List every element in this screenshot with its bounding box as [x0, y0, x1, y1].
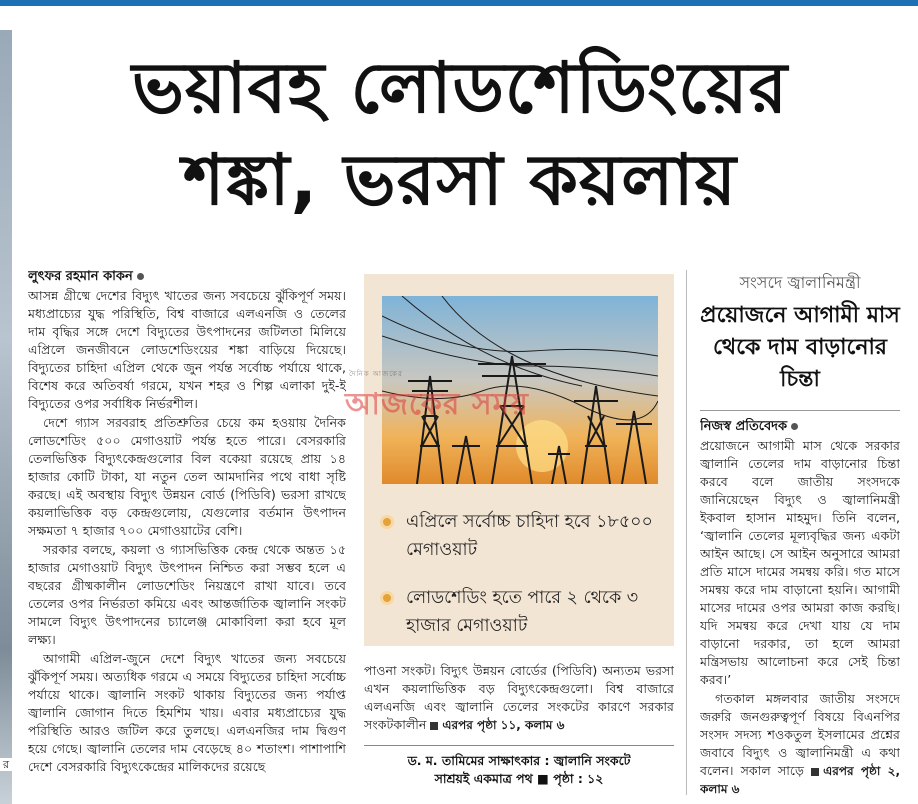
- headline-line-1: ভয়াবহ লোডশেডিংয়ের: [131, 47, 789, 129]
- column-divider: [686, 270, 687, 795]
- bullet-icon: [380, 591, 394, 605]
- interview-line-1: ড. ম. তামিমের সাক্ষাৎকার : জ্বালানি সংকটে: [407, 753, 631, 768]
- watermark-logo: [345, 370, 529, 431]
- edge-text: র: [0, 758, 12, 771]
- right-byline: নিজস্ব প্রতিবেদক: [700, 418, 900, 436]
- watermark-small-text: দৈনিক আজকের: [349, 370, 403, 378]
- headline-line-2: শঙ্কা, ভরসা কয়লায়: [183, 139, 737, 221]
- main-headline: [20, 42, 900, 226]
- right-paragraph-1: প্রয়োজনে আগামী মাস থেকে সরকার জ্বালানি তেলের দাম বাড়ানোর চিন্তা করবে বলে জাতীয় সংসদকে জানিয়েছেন বিদ্যুৎ ও জ্বালানিমন্ত্রী ইকবাল হাসান মাহমুদ। তিনি বলেন, ‘জ্বালানি তেলের মূল্যবৃদ্ধির জন্য একটা আইন আছে। সে আইন অনুসারে আমরা প্রতি মাসে দামের সমন্বয় করি। গত মাসে সমন্বয় করে দাম বাড়ানো হয়নি। আগামী মাসের দামের ওপর আমরা কাজ করছি। যদি সমন্বয় করে দেখা যায় যে দাম বাড়ানো দরকার, তা হলে আমরা মন্ত্রিসভায় আলোচনা করে সেই চিন্তা করব।’: [700, 438, 900, 687]
- top-color-bar: [0, 0, 918, 6]
- highlight-text-2: লোডশেডিং হতে পারে ২ থেকে ৩ হাজার মেগাওয়াট: [406, 588, 639, 636]
- middle-divider: [364, 745, 674, 746]
- left-paragraph-3: সরকার বলছে, কয়লা ও গ্যাসভিত্তিক কেন্দ্র থেকে অন্তত ১৫ হাজার মেগাওয়াট বিদ্যুৎ উৎপাদন নিশ্চিত করা সম্ভব হলে এ বছরের গ্রীষ্মকালীন লোডশেডিং নিয়ন্ত্রণে রাখা যাবে। তবে তেলের ওপর নির্ভরতা কমিয়ে এবং আন্তর্জাতিক জ্বালানি সংকট সামলে বিদ্যুৎ উৎপাদনের চ্যালেঞ্জ মোকাবিলা করা হবে মূল লক্ষ্য।: [28, 542, 346, 647]
- left-byline: লুৎফর রহমান কাকন: [28, 268, 346, 286]
- byline-dot-icon: [791, 423, 798, 430]
- left-article-column: [28, 268, 346, 798]
- interview-line-2: সাশ্রয়ই একমাত্র পথ ■ পৃষ্ঠা : ১২: [434, 771, 604, 786]
- interview-teaser[interactable]: [364, 752, 674, 788]
- left-paragraph-1: আসন্ন গ্রীষ্মে দেশের বিদ্যুৎ খাতের জন্য সবচেয়ে ঝুঁকিপূর্ণ সময়। মধ্যপ্রাচ্যের যুদ্ধ পরিস্থিতি, বিশ্ব বাজারে এলএনজি ও তেলের দাম বৃদ্ধির সঙ্গে দেশে বিদ্যুতের উৎপাদনের জটিলতা মিলিয়ে এপ্রিলে জনজীবনে লোডশেডিংয়ের শঙ্কা বাড়িয়ে দিয়েছে। বিদ্যুতের চাহিদা এপ্রিল থেকে জুন পর্যন্ত সর্বোচ্চ পর্যায়ে থাকে, বিশেষ করে অতিবর্ষা গরমে, যখন শহর ও শিল্প এলাকা দুই-ই বিদ্যুতের ওপর সর্বাধিক নির্ভরশীল।: [28, 288, 346, 411]
- square-bullet-icon: [430, 722, 438, 730]
- highlight-item-1: [380, 508, 670, 564]
- byline-dot-icon: [137, 273, 144, 280]
- square-bullet-icon: [811, 768, 819, 776]
- left-paragraph-4: আগামী এপ্রিল-জুনে দেশে বিদ্যুৎ খাতের জন্য সবচেয়ে ঝুঁকিপূর্ণ সময়। অত্যধিক গরমে এ সময়ে বিদ্যুতের চাহিদা সর্বোচ্চ পর্যায়ে থাকে। জ্বালানি সংকট থাকায় বিদ্যুতের জন্য পর্যাপ্ত জ্বালানি জোগান দিতে হিমশিম খায়। এবার মধ্যপ্রাচ্যের যুদ্ধ পরিস্থিতি আরও জটিল করে তুলছে। এলএনজির দাম দ্বিগুণ হয়ে গেছে। জ্বালানি তেলের দাম বেড়েছে ৪০ শতাংশ। পাশাপাশি দেশে বেসরকারি বিদ্যুৎকেন্দ্রের মালিকদের রয়েছে: [28, 651, 346, 774]
- highlight-item-2: [380, 584, 670, 640]
- left-paragraph-2: দেশে গ্যাস সরবরাহ প্রতিশ্রুতির চেয়ে কম হওয়ায় দৈনিক লোডশেডিং ৫০০ মেগাওয়াট পর্যন্ত হতে পারে। বেসরকারি তেলভিত্তিক বিদ্যুৎকেন্দ্রগুলোর বিল বকেয়া রয়েছে প্রায় ১৪ হাজার কোটি টাকা, যা নতুন তেল আমদানির পথে বাধা সৃষ্টি করছে। এই অবস্থায় বিদ্যুৎ উন্নয়ন বোর্ড (পিডিবি) ভরসা রাখছে কয়লাভিত্তিক বড় কেন্দ্রগুলোয়, যেগুলোর বর্তমান উৎপাদন সক্ষমতা ৭ হাজার ৭০০ মেগাওয়াটের বেশি।: [28, 415, 346, 538]
- bullet-icon: [380, 515, 394, 529]
- right-subheadline: প্রয়োজনে আগামী মাস থেকে দাম বাড়ানোর চিন্তা: [700, 303, 900, 392]
- highlight-text-1: এপ্রিলে সর্বোচ্চ চাহিদা হবে ১৮৫০০ মেগাওয়াট: [406, 512, 653, 560]
- right-subhead-rule: [700, 410, 900, 411]
- page-edge-strip: [0, 30, 12, 804]
- right-kicker: সংসদে জ্বালানিমন্ত্রী: [739, 273, 861, 292]
- middle-article-text: [364, 662, 674, 742]
- watermark-text: আজকের সময়: [345, 387, 529, 422]
- middle-continue-link[interactable]: এরপর পৃষ্ঠা ১১, কলাম ৬: [430, 718, 564, 732]
- middle-body: পাওনা সংকট। বিদ্যুৎ উন্নয়ন বোর্ডের (পিডিবি) অন্যতম ভরসা এখন কয়লাভিত্তিক বড় বিদ্যুৎকেন্দ্রগুলো। বিশ্ব বাজারে এলএনজি এবং জ্বালানি তেলের সংকটের কারণে সরকার সংকটকালীন: [364, 663, 674, 732]
- right-article-column: [700, 418, 900, 798]
- right-paragraph-2: গতকাল মঙ্গলবার জাতীয় সংসদে জরুরি জনগুরুত্বপূর্ণ বিষয়ে বিএনপির সংসদ সদস্য শওকতুল ইসলামের প্রশ্নের জবাবে বিদ্যুৎ ও জ্বালানিমন্ত্রী এ কথা বলেন। সকাল সাড়ে এরপর পৃষ্ঠা ২, কলাম ৬: [700, 691, 900, 796]
- right-continue-link[interactable]: এরপর পৃষ্ঠা ২, কলাম ৬: [700, 764, 900, 796]
